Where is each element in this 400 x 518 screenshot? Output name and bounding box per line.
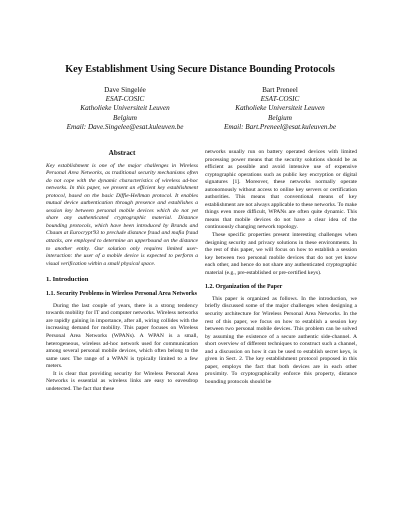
author-university: Katholieke Universiteit Leuven [80, 104, 170, 113]
subsection-heading: 1.2. Organization of the Paper [205, 284, 283, 291]
author-country: Belgium [113, 113, 137, 122]
author-dept: ESAT-COSIC [105, 95, 145, 104]
author-block-2 [200, 86, 360, 132]
author-email: Email: Bart.Preneel@esat.kuleuven.be [223, 122, 337, 131]
body-paragraph: It is clear that providing security for Wireless Personal Area Networks is essential as wireless links are easy to eavesdrop undetected. The fact that these [46, 370, 198, 392]
author-email: Email: Dave.Singelee@esat.kuleuven.be [66, 122, 184, 131]
body-paragraph: networks usually run on battery operated devices with limited processing power means that the security solutions should be as efficient as possible and avoid intensive use of expensive cryptographic operations such as public key encryption or digital signatures [1]. Moreover, these networks normally operate autonomously without access to online key servers or certification authorities. This means that conventional means of key establishment are not always applicable to these networks. To make things even more difficult, WPANs are often quite dynamic. This means that mobile devices do not have a clear idea of the continuously changing network topology. [205, 149, 357, 231]
section-heading: 1. Introduction [46, 276, 89, 284]
author-block-1 [45, 86, 205, 132]
left-column [46, 148, 198, 393]
paper-title: Key Establishment Using Secure Distance Bounding Protocols [65, 64, 335, 75]
author-university: Katholieke Universiteit Leuven [235, 104, 325, 113]
author-name: Dave Singelée [104, 86, 146, 94]
abstract-text: Key establishment is one of the major challenges in Wireless Personal Area Networks, as traditional security mechanisms often do not cope with the dynamic characteristics of wireless ad-hoc networks. In this paper, we present an efficient key establishment protocol, based on the basic Diffie-Hellman protocol. It enables mutual device authentication through presence and establishes a session key between personal mobile devices which do not yet share any authenticated cryptographic material. Distance bounding protocols, which have been introduced by Brands and Chaum at Eurocrypt'93 to preclude distance fraud and mafia fraud attacks, are employed to determine an upperbound on the distance to another entity. Our solution only requires limited user-interaction: the user of a mobile device is expected to perform a visual verification within a small physical space. [46, 162, 198, 267]
right-column [205, 149, 357, 386]
subsection-heading: 1.1. Security Problems in Wireless Personal Area Networks [46, 291, 197, 298]
author-dept: ESAT-COSIC [260, 95, 300, 104]
author-name: Bart Preneel [262, 86, 298, 94]
body-paragraph: This paper is organized as follows. In the introduction, we briefly discussed some of the major challenges when designing a security architecture for Wireless Personal Area Networks. In the rest of this paper, we focus on how to establish a session key between two personal mobile devices. This problem can be solved by assuming the existence of a secure authentic side-channel. A short overview of different techniques to construct such a channel, and a discussion on how it can be used to establish secret keys, is given in Sect. 2. The key establishment protocol proposed in this paper, employs the fact that both devices are in each other proximity. To cryptographically enforce this property, distance bounding protocols should be [205, 295, 357, 385]
author-country: Belgium [268, 113, 292, 122]
body-paragraph: These specific properties present interesting challenges when designing security and privacy solutions in these environments. In the rest of this paper, we will focus on how to establish a session key between two personal mobile devices that do not yet know each other, and hence do not share any authenticated cryptographic material (e.g., pre-established or pre-certified keys). [205, 232, 357, 276]
abstract-heading: Abstract [108, 149, 136, 157]
body-paragraph: During the last couple of years, there is a strong tendency towards mobility for IT and computer networks. Wireless networks are rapidly gaining in importance, after all, wiring collides with the increasing demand for mobility. This paper focuses on Wireless Personal Area Networks (WPANs). A WPAN is a small, heterogeneous, wireless ad-hoc network used for communication among several personal mobile devices, which often belong to the same user. The range of a WPAN is typically limited to a few meters. [46, 302, 198, 370]
